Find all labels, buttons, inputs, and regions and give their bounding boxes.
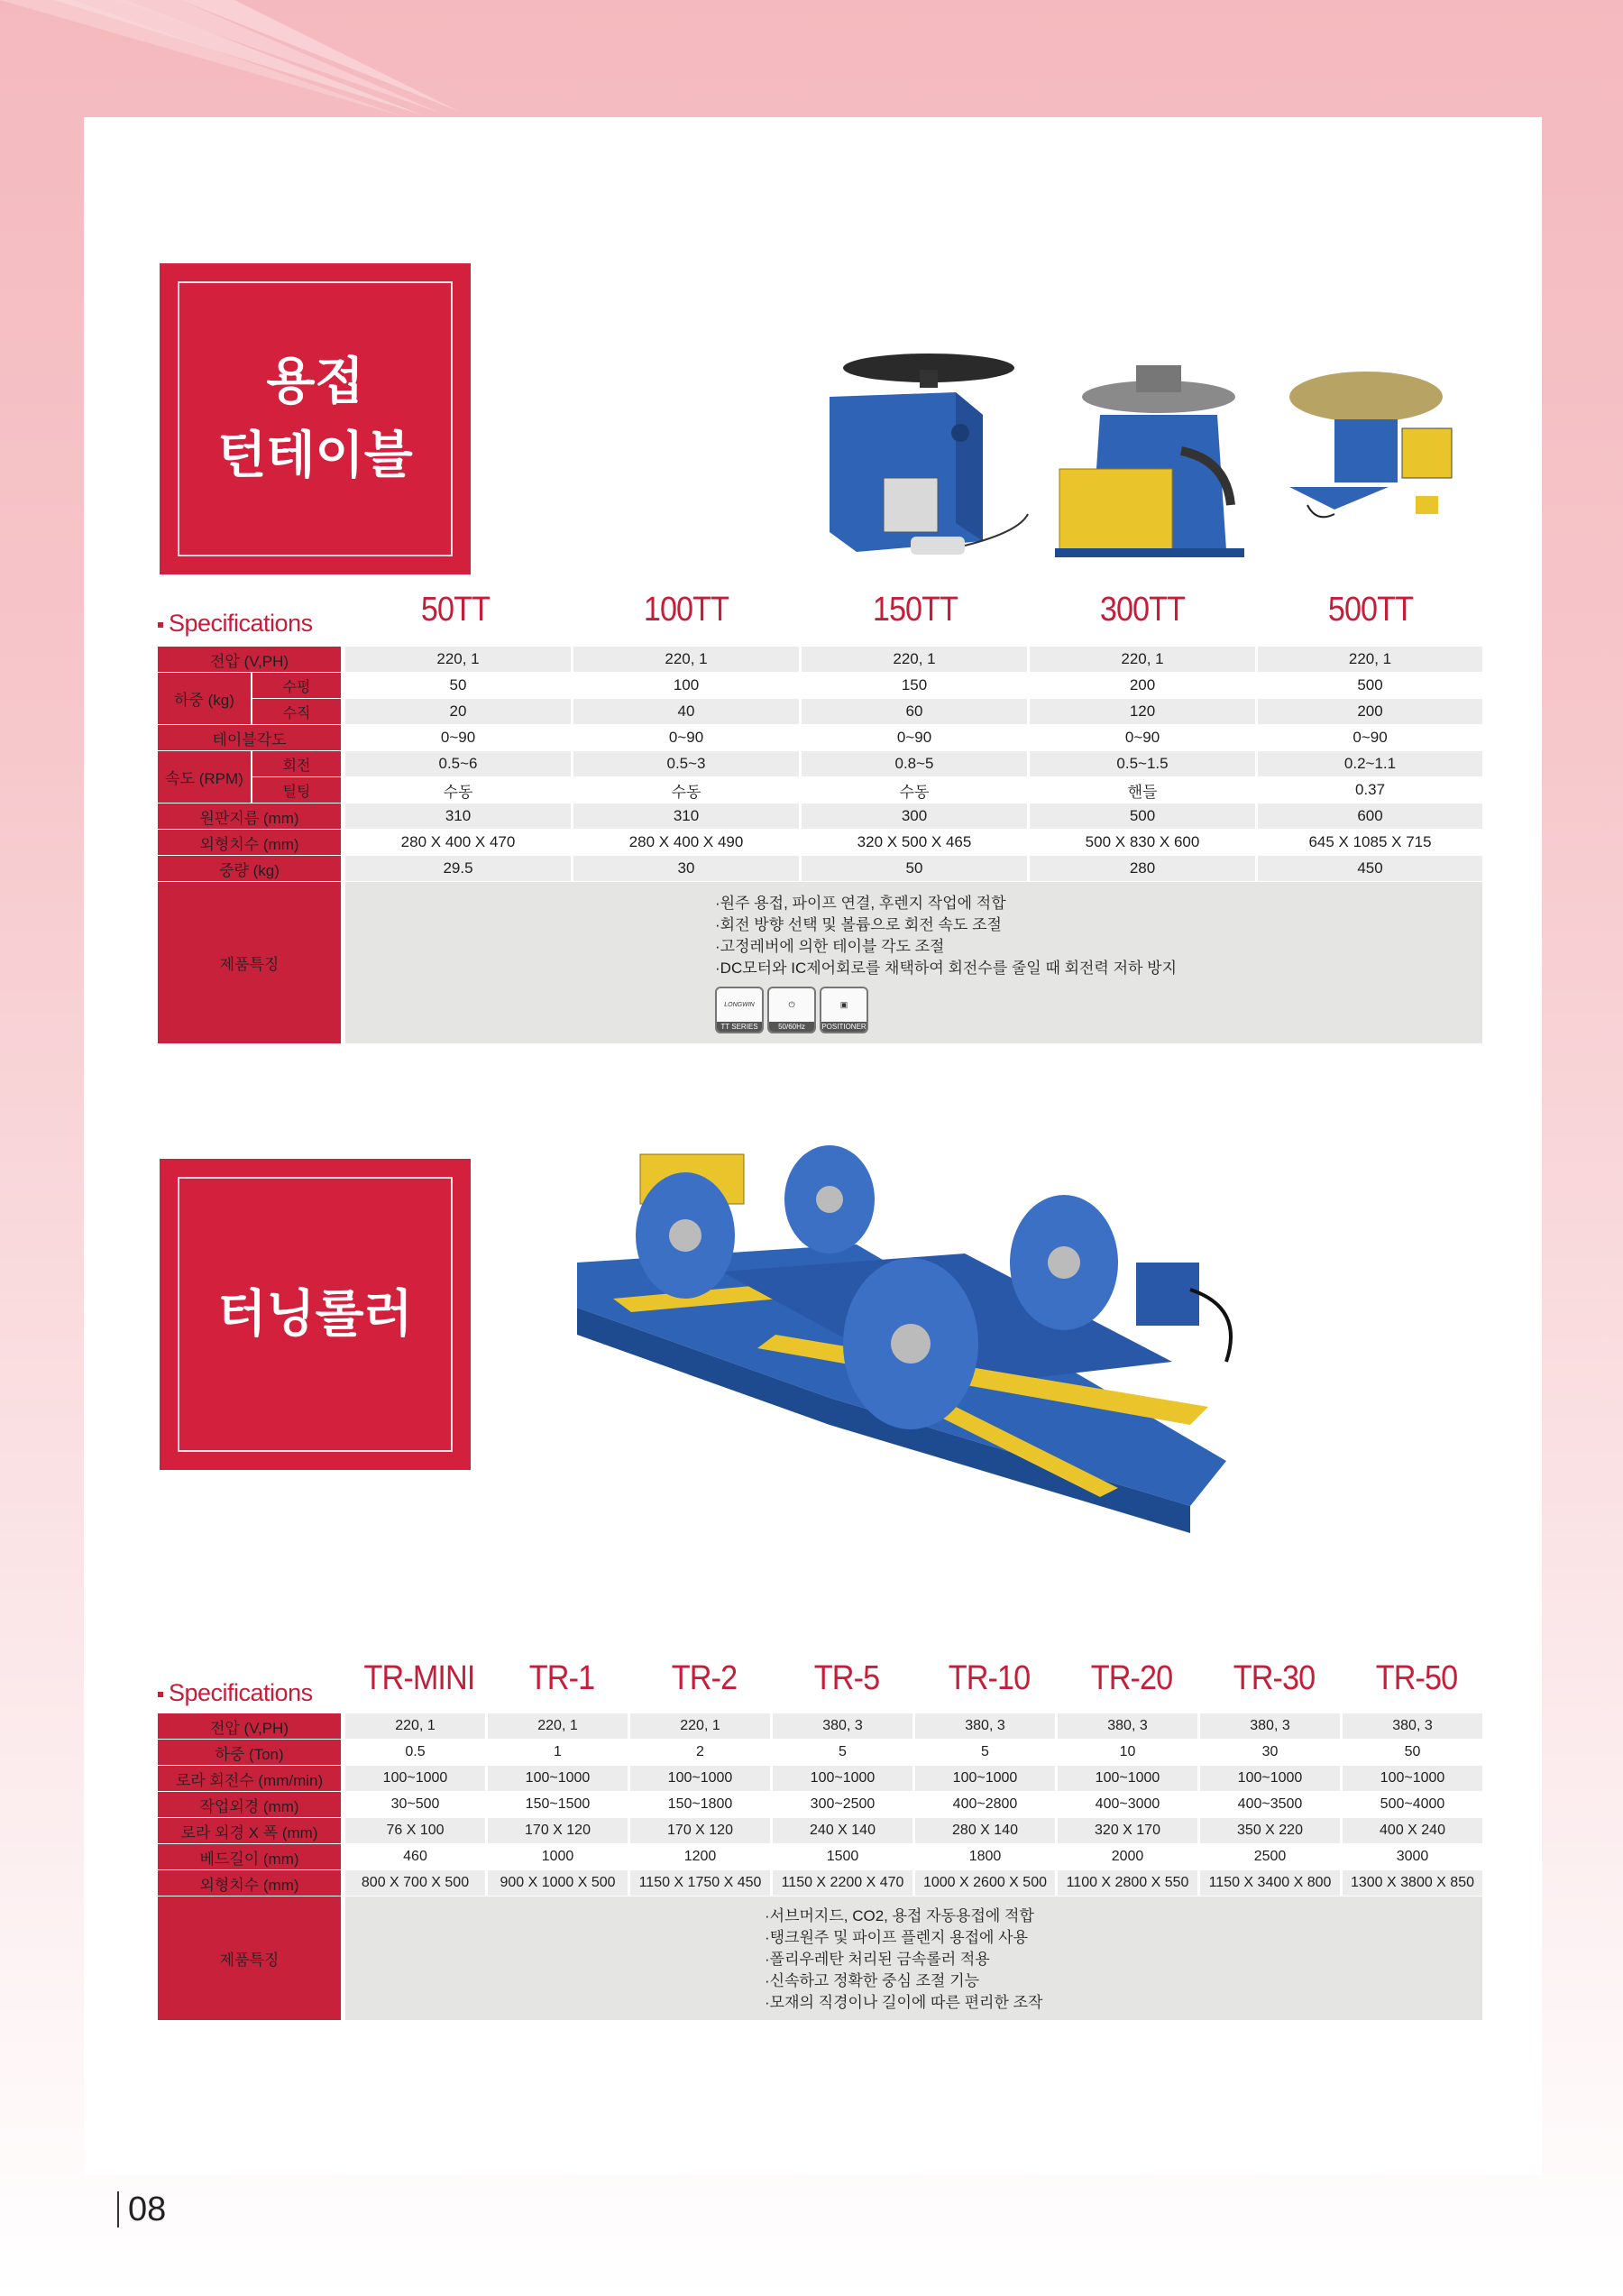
turntable-100tt-photo bbox=[1046, 343, 1253, 568]
table-cell: 0.37 bbox=[1255, 777, 1482, 804]
table-cell: 380, 3 bbox=[912, 1713, 1055, 1740]
turntable-50tt-photo bbox=[802, 343, 1037, 568]
feature-label: 제품특징 bbox=[158, 1896, 343, 2021]
table-cell: 1000 X 2600 X 500 bbox=[912, 1870, 1055, 1896]
model-100tt: 100TT bbox=[643, 591, 729, 629]
table-row bbox=[158, 1766, 1482, 1792]
table-cell: 1300 X 3800 X 850 bbox=[1340, 1870, 1482, 1896]
table-row bbox=[158, 647, 1482, 673]
row-label: 원판지름 (mm) bbox=[158, 804, 343, 830]
table-cell: 310 bbox=[571, 804, 799, 830]
model-tr-5: TR-5 bbox=[813, 1659, 880, 1697]
table-row bbox=[158, 699, 1482, 725]
table-cell: 645 X 1085 X 715 bbox=[1255, 830, 1482, 856]
feature-wrap bbox=[345, 1896, 1482, 2014]
table-cell: 2000 bbox=[1055, 1844, 1197, 1870]
table-row bbox=[158, 1844, 1482, 1870]
row-label: 전압 (V,PH) bbox=[158, 647, 343, 673]
row-label: 작업외경 (mm) bbox=[158, 1792, 343, 1818]
table-cell: 150~1800 bbox=[628, 1792, 770, 1818]
table-cell: 0.2~1.1 bbox=[1255, 751, 1482, 777]
table-cell: 170 X 120 bbox=[485, 1818, 628, 1844]
table-cell: 400~3000 bbox=[1055, 1792, 1197, 1818]
table-cell: 220, 1 bbox=[628, 1713, 770, 1740]
feature-label: 제품특징 bbox=[158, 882, 343, 1044]
table-cell: 170 X 120 bbox=[628, 1818, 770, 1844]
table-cell: 수동 bbox=[343, 777, 571, 804]
roller-spec-label: Specifications bbox=[158, 1679, 313, 1707]
table-cell: 1150 X 1750 X 450 bbox=[628, 1870, 770, 1896]
table-cell: 2500 bbox=[1197, 1844, 1340, 1870]
table-cell: 800 X 700 X 500 bbox=[343, 1870, 485, 1896]
table-cell: 100~1000 bbox=[1197, 1766, 1340, 1792]
feature-row bbox=[158, 1896, 1482, 2021]
table-cell: 1800 bbox=[912, 1844, 1055, 1870]
table-cell: 150~1500 bbox=[485, 1792, 628, 1818]
row-label: 하중 (kg) bbox=[158, 673, 252, 725]
table-cell: 0~90 bbox=[571, 725, 799, 751]
table-cell: 300 bbox=[799, 804, 1027, 830]
table-cell: 500 bbox=[1255, 673, 1482, 699]
row-sublabel: 수평 bbox=[252, 673, 343, 699]
table-cell: 1000 bbox=[485, 1844, 628, 1870]
table-cell: 100~1000 bbox=[1340, 1766, 1482, 1792]
model-50tt: 50TT bbox=[420, 591, 491, 629]
table-cell: 핸들 bbox=[1027, 777, 1255, 804]
model-150tt: 150TT bbox=[872, 591, 958, 629]
table-cell: 0.5~3 bbox=[571, 751, 799, 777]
table-cell: 60 bbox=[799, 699, 1027, 725]
table-row bbox=[158, 725, 1482, 751]
table-cell: 200 bbox=[1027, 673, 1255, 699]
table-cell: 500~4000 bbox=[1340, 1792, 1482, 1818]
turntable-spec-table bbox=[158, 647, 1482, 1044]
table-cell: 0~90 bbox=[799, 725, 1027, 751]
row-sublabel: 수직 bbox=[252, 699, 343, 725]
table-cell: 50 bbox=[343, 673, 571, 699]
table-cell: 76 X 100 bbox=[343, 1818, 485, 1844]
table-cell: 1100 X 2800 X 550 bbox=[1055, 1870, 1197, 1896]
table-cell: 1 bbox=[485, 1740, 628, 1766]
table-cell: 460 bbox=[343, 1844, 485, 1870]
table-cell: 0.8~5 bbox=[799, 751, 1027, 777]
positioner-icon: ▣ bbox=[839, 1000, 848, 1009]
model-tr-30: TR-30 bbox=[1233, 1659, 1316, 1697]
table-cell: 220, 1 bbox=[571, 647, 799, 673]
model-tr-2: TR-2 bbox=[671, 1659, 738, 1697]
table-cell: 2 bbox=[628, 1740, 770, 1766]
table-cell: 600 bbox=[1255, 804, 1482, 830]
table-row bbox=[158, 804, 1482, 830]
table-cell: 150 bbox=[799, 673, 1027, 699]
badge-row bbox=[715, 987, 1482, 1033]
row-label: 로라 회전수 (mm/min) bbox=[158, 1766, 343, 1792]
turntable-title-box bbox=[160, 263, 471, 574]
table-cell: 500 X 830 X 600 bbox=[1027, 830, 1255, 856]
table-row bbox=[158, 830, 1482, 856]
row-label: 속도 (RPM) bbox=[158, 751, 252, 804]
table-cell: 0.5 bbox=[343, 1740, 485, 1766]
roller-title-box bbox=[160, 1159, 471, 1470]
table-cell: 0~90 bbox=[1255, 725, 1482, 751]
table-row bbox=[158, 777, 1482, 804]
table-cell: 30 bbox=[571, 856, 799, 882]
table-cell: 400 X 240 bbox=[1340, 1818, 1482, 1844]
row-label: 베드길이 (mm) bbox=[158, 1844, 343, 1870]
table-row bbox=[158, 1818, 1482, 1844]
table-cell: 280 X 400 X 490 bbox=[571, 830, 799, 856]
table-row bbox=[158, 1870, 1482, 1896]
turntable-150tt-photo bbox=[1280, 352, 1470, 541]
table-cell: 380, 3 bbox=[1055, 1713, 1197, 1740]
feature-row bbox=[158, 882, 1482, 1044]
roller-title: 터닝롤러 bbox=[217, 1284, 413, 1344]
feature-cell bbox=[343, 1896, 1482, 2021]
row-label: 테이블각도 bbox=[158, 725, 343, 751]
row-sublabel: 회전 bbox=[252, 751, 343, 777]
table-cell: 100 bbox=[571, 673, 799, 699]
table-cell: 0.5~6 bbox=[343, 751, 571, 777]
table-cell: 300~2500 bbox=[770, 1792, 912, 1818]
row-label: 로라 외경 X 폭 (mm) bbox=[158, 1818, 343, 1844]
table-cell: 10 bbox=[1055, 1740, 1197, 1766]
table-cell: 280 X 140 bbox=[912, 1818, 1055, 1844]
table-row bbox=[158, 751, 1482, 777]
model-tr-10: TR-10 bbox=[948, 1659, 1031, 1697]
table-cell: 5 bbox=[770, 1740, 912, 1766]
table-cell: 380, 3 bbox=[1340, 1713, 1482, 1740]
table-cell: 40 bbox=[571, 699, 799, 725]
table-cell: 240 X 140 bbox=[770, 1818, 912, 1844]
table-cell: 320 X 170 bbox=[1055, 1818, 1197, 1844]
plug-icon: ⏻ bbox=[788, 1000, 795, 1009]
table-cell: 220, 1 bbox=[343, 647, 571, 673]
row-label: 하중 (Ton) bbox=[158, 1740, 343, 1766]
turntable-spec-label: Specifications bbox=[158, 610, 313, 638]
table-cell: 1500 bbox=[770, 1844, 912, 1870]
feature-list: ·원주 용접, 파이프 연결, 후렌지 작업에 적합 ·회전 방향 선택 및 볼륨으로 회전 속도 조절 ·고정레버에 의한 테이블 각도 조절 ·DC모터와 IC제어회로를 채택하여 회전수를 줄일 때 회전력 저하 방지 bbox=[715, 895, 1177, 977]
table-cell: 100~1000 bbox=[628, 1766, 770, 1792]
table-cell: 220, 1 bbox=[343, 1713, 485, 1740]
turntable-title: 용접 턴테이블 bbox=[217, 353, 413, 485]
table-cell: 0~90 bbox=[1027, 725, 1255, 751]
row-label: 외형치수 (mm) bbox=[158, 830, 343, 856]
table-cell: 수동 bbox=[571, 777, 799, 804]
model-tr-1: TR-1 bbox=[528, 1659, 595, 1697]
model-tr-50: TR-50 bbox=[1375, 1659, 1458, 1697]
table-cell: 320 X 500 X 465 bbox=[799, 830, 1027, 856]
table-cell: 0.5~1.5 bbox=[1027, 751, 1255, 777]
table-cell: 120 bbox=[1027, 699, 1255, 725]
table-cell: 100~1000 bbox=[770, 1766, 912, 1792]
table-cell: 400~3500 bbox=[1197, 1792, 1340, 1818]
badge-caption: POSITIONER bbox=[821, 1023, 867, 1031]
badge-0 bbox=[715, 987, 764, 1033]
table-cell: 5 bbox=[912, 1740, 1055, 1766]
row-label: 중량 (kg) bbox=[158, 856, 343, 882]
feature-wrap bbox=[345, 882, 1482, 1033]
table-cell: 50 bbox=[799, 856, 1027, 882]
table-cell: 220, 1 bbox=[485, 1713, 628, 1740]
table-cell: 900 X 1000 X 500 bbox=[485, 1870, 628, 1896]
decorative-stripes bbox=[0, 0, 469, 126]
table-cell: 3000 bbox=[1340, 1844, 1482, 1870]
badge-1 bbox=[767, 987, 816, 1033]
table-row bbox=[158, 1713, 1482, 1740]
table-cell: 310 bbox=[343, 804, 571, 830]
feature-list: ·서브머지드, CO2, 용접 자동용접에 적합 ·탱크원주 및 파이프 플렌지 용접에 사용 ·폴리우레탄 처리된 금속롤러 적용 ·신속하고 정확한 중심 조절 기능 ·모재의 직경이나 길이에 따른 편리한 조작 bbox=[765, 1907, 1043, 2011]
table-cell: 220, 1 bbox=[1255, 647, 1482, 673]
table-cell: 29.5 bbox=[343, 856, 571, 882]
table-row bbox=[158, 856, 1482, 882]
table-cell: 380, 3 bbox=[1197, 1713, 1340, 1740]
table-cell: 50 bbox=[1340, 1740, 1482, 1766]
model-300tt: 300TT bbox=[1099, 591, 1186, 629]
table-cell: 수동 bbox=[799, 777, 1027, 804]
brand-logo: LONGWIN bbox=[724, 1002, 755, 1008]
roller-spec-table bbox=[158, 1713, 1482, 2021]
table-cell: 220, 1 bbox=[799, 647, 1027, 673]
table-cell: 30 bbox=[1197, 1740, 1340, 1766]
row-label: 전압 (V,PH) bbox=[158, 1713, 343, 1740]
page-number: 08 bbox=[117, 2191, 166, 2227]
table-cell: 100~1000 bbox=[343, 1766, 485, 1792]
table-cell: 0~90 bbox=[343, 725, 571, 751]
table-cell: 100~1000 bbox=[1055, 1766, 1197, 1792]
table-cell: 280 bbox=[1027, 856, 1255, 882]
table-row bbox=[158, 673, 1482, 699]
table-row bbox=[158, 1792, 1482, 1818]
table-cell: 1150 X 2200 X 470 bbox=[770, 1870, 912, 1896]
table-cell: 1150 X 3400 X 800 bbox=[1197, 1870, 1340, 1896]
table-row bbox=[158, 1740, 1482, 1766]
badge-caption: TT SERIES bbox=[717, 1022, 762, 1032]
table-cell: 350 X 220 bbox=[1197, 1818, 1340, 1844]
row-label: 외형치수 (mm) bbox=[158, 1870, 343, 1896]
model-tr-20: TR-20 bbox=[1090, 1659, 1173, 1697]
badge-caption: 50/60Hz bbox=[769, 1022, 814, 1032]
table-cell: 30~500 bbox=[343, 1792, 485, 1818]
table-cell: 450 bbox=[1255, 856, 1482, 882]
model-tr-mini: TR-MINI bbox=[363, 1659, 475, 1697]
table-cell: 200 bbox=[1255, 699, 1482, 725]
feature-cell bbox=[343, 882, 1482, 1044]
table-cell: 100~1000 bbox=[912, 1766, 1055, 1792]
table-cell: 380, 3 bbox=[770, 1713, 912, 1740]
table-cell: 500 bbox=[1027, 804, 1255, 830]
badge-2 bbox=[820, 987, 868, 1033]
table-cell: 400~2800 bbox=[912, 1792, 1055, 1818]
turning-roller-photo bbox=[559, 1127, 1244, 1578]
table-cell: 100~1000 bbox=[485, 1766, 628, 1792]
table-cell: 220, 1 bbox=[1027, 647, 1255, 673]
table-cell: 20 bbox=[343, 699, 571, 725]
table-cell: 1200 bbox=[628, 1844, 770, 1870]
model-500tt: 500TT bbox=[1327, 591, 1414, 629]
row-sublabel: 틸팅 bbox=[252, 777, 343, 804]
table-cell: 280 X 400 X 470 bbox=[343, 830, 571, 856]
